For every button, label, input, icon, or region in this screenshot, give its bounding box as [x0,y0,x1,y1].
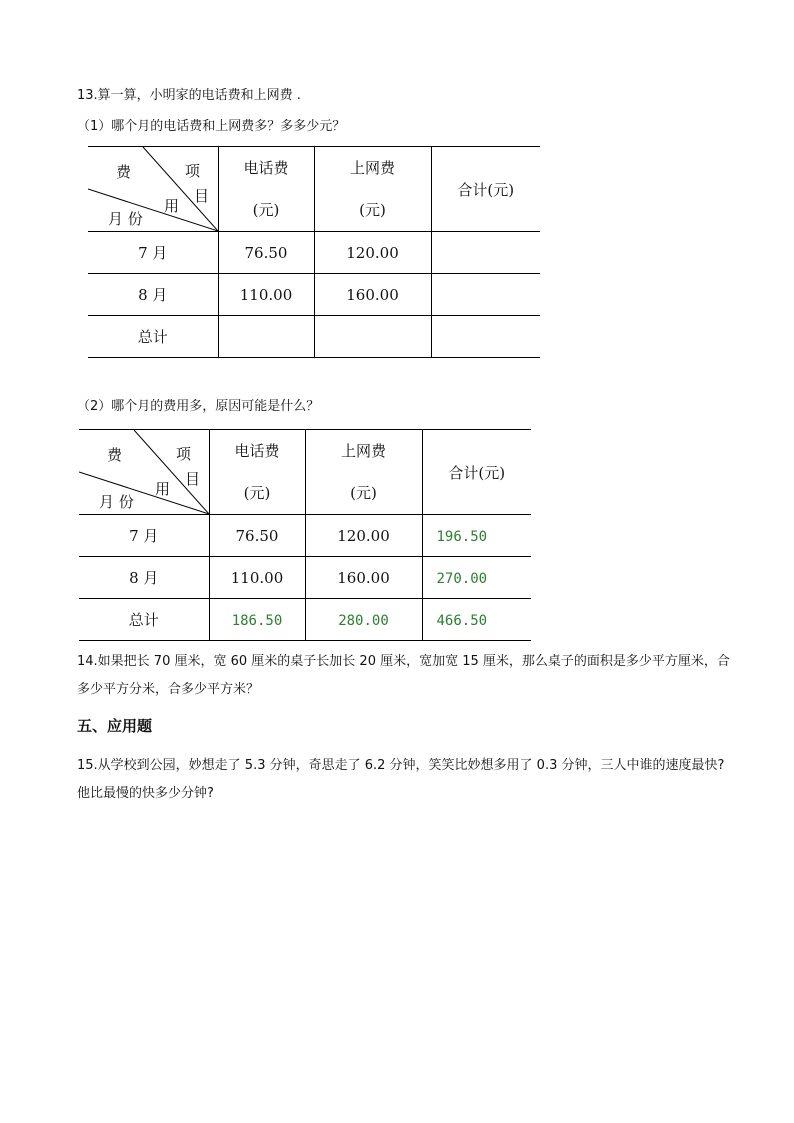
q13-title: 13.算一算，小明家的电话费和上网费 . [77,88,301,103]
net-cell: 160.00 [305,557,422,599]
month-cell: 总计 [79,599,209,641]
answer-value: 270.00 [436,570,488,587]
diag-label-fei: 费 [107,446,123,464]
phone-cell: 76.50 [209,515,305,557]
diag-label-yong: 用 [164,197,180,215]
month-cell: 7 月 [88,232,218,274]
table-row [79,515,531,557]
total-answer-cell [422,515,531,557]
phone-cell: 110.00 [209,557,305,599]
net-cell: 120.00 [305,515,422,557]
table-row [88,274,540,316]
diag-label-yuefen: 月 份 [99,493,134,511]
table-row [88,316,540,358]
section-heading: 五、应用题 [77,717,153,735]
total-col-header: 合计(元) [422,430,531,515]
total-answer-cell [422,599,531,641]
diag-label-fei: 费 [116,163,132,181]
total-cell [431,316,540,358]
table-row [79,557,531,599]
phone-cell: 110.00 [218,274,314,316]
net-cell: 160.00 [314,274,431,316]
total-col-header: 合计(元) [431,147,540,232]
phone-answer-cell [209,599,305,641]
q13-part2: （2）哪个月的费用多，原因可能是什么？ [77,399,320,414]
table-row [88,232,540,274]
diag-label-xiang: 项 [185,162,201,180]
month-cell: 8 月 [79,557,209,599]
answer-value: 280.00 [338,612,389,629]
fee-table-2 [79,429,531,641]
month-cell: 8 月 [88,274,218,316]
net-fee-header: 上网费 (元) [314,147,431,232]
total-cell [431,274,540,316]
net-cell: 120.00 [314,232,431,274]
diag-label-yong: 用 [155,480,171,498]
phone-fee-header: 电话费 (元) [218,147,314,232]
total-cell [431,232,540,274]
diag-label-mu: 目 [194,187,210,205]
q15-text: 15.从学校到公园，妙想走了 5.3 分钟，奇思走了 6.2 分钟，笑笑比妙想多用了 0.3 分钟，三人中谁的速度最快?他比最慢的快多少分钟? [77,758,725,801]
net-cell [314,316,431,358]
answer-value: 196.50 [436,528,488,545]
total-answer-cell [422,557,531,599]
net-fee-header: 上网费 (元) [305,430,422,515]
diag-label-yuefen: 月 份 [108,210,143,228]
answer-value: 466.50 [436,612,488,629]
month-cell: 总计 [88,316,218,358]
diagonal-header-cell [88,147,218,232]
phone-cell [218,316,314,358]
diag-label-mu: 目 [185,470,201,488]
net-answer-cell [305,599,422,641]
phone-cell: 76.50 [218,232,314,274]
answer-value: 186.50 [231,612,283,629]
fee-table-1 [88,146,540,358]
q14-text: 14.如果把长 70 厘米，宽 60 厘米的桌子长加长 20 厘米，宽加宽 15 厘米，那么桌子的面积是多少平方厘米，合多少平方分米，合多少平方米？ [77,654,730,697]
month-cell: 7 月 [79,515,209,557]
diagonal-header-cell [79,430,209,515]
table-row [79,599,531,641]
q13-part1: （1）哪个月的电话费和上网费多？多多少元？ [77,119,346,134]
phone-fee-header: 电话费 (元) [209,430,305,515]
diag-label-xiang: 项 [176,445,192,463]
